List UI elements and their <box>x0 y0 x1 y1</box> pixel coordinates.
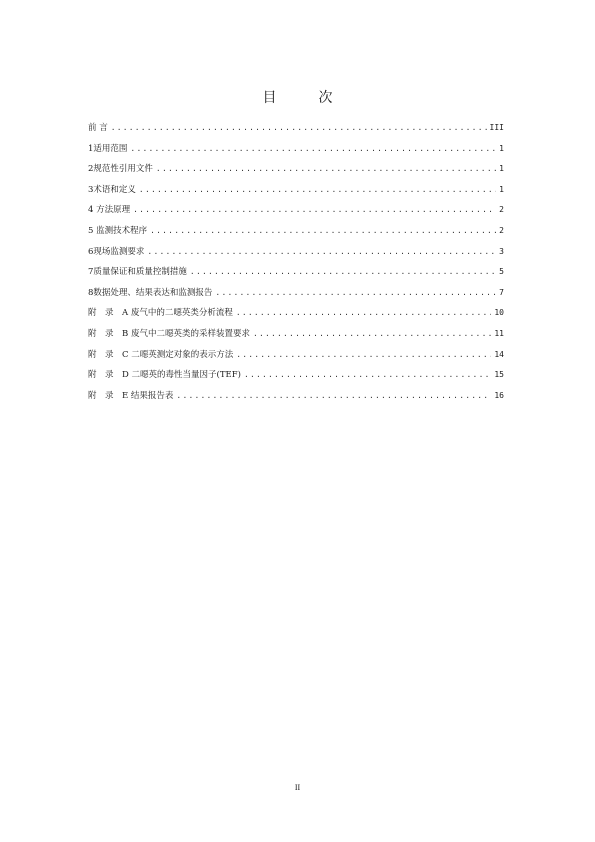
toc-entry-label: 5 监测技术程序 <box>88 225 148 236</box>
toc-entry-method-principle[interactable] <box>88 200 504 221</box>
toc-dot-leader <box>133 200 496 221</box>
toc-entry-page: 1 <box>499 184 504 194</box>
toc-entry-label: 2规范性引用文件 <box>88 164 153 175</box>
toc-entry-monitoring-procedure[interactable] <box>88 221 504 242</box>
toc-entry-page: III <box>489 123 504 132</box>
toc-entry-quality-assurance[interactable] <box>88 262 504 283</box>
toc-entry-appendix-c[interactable] <box>88 345 504 366</box>
toc-entry-label: 前 言 <box>88 123 108 133</box>
toc-dot-leader <box>139 180 496 201</box>
toc-entry-label: 附 录 A 废气中的二噁英类分析流程 <box>88 308 233 319</box>
toc-entry-page: 11 <box>494 328 504 338</box>
toc-entry-data-processing[interactable] <box>88 283 504 304</box>
toc-dot-leader <box>244 365 491 386</box>
toc-dot-leader <box>236 345 491 366</box>
toc-entry-page: 5 <box>499 267 504 277</box>
toc-entry-field-requirements[interactable] <box>88 242 504 263</box>
toc-entry-appendix-b[interactable] <box>88 324 504 345</box>
toc-entry-label: 附 录 B 废气中二噁英类的采样装置要求 <box>88 328 250 339</box>
toc-entry-scope[interactable] <box>88 139 504 160</box>
toc-entry-label: 4 方法原理 <box>88 205 131 216</box>
toc-entry-page: 1 <box>499 143 504 153</box>
toc-entry-appendix-e[interactable] <box>88 386 504 407</box>
toc-entry-appendix-a[interactable] <box>88 303 504 324</box>
toc-entry-label: 6现场监测要求 <box>88 246 145 257</box>
toc-dot-leader <box>111 118 487 139</box>
toc-entry-label: 附 录 C 二噁英测定对象的表示方法 <box>88 349 234 360</box>
page-title: 目 次 <box>262 90 347 107</box>
toc-entry-page: 15 <box>494 370 504 380</box>
toc-dot-leader <box>236 303 492 324</box>
toc-entry-page: 1 <box>499 164 504 174</box>
toc-entry-page: 3 <box>499 246 504 256</box>
toc-entry-page: 14 <box>494 349 504 359</box>
toc-entry-label: 附 录 D 二噁英的毒性当量因子(TEF) <box>88 370 241 381</box>
toc-dot-leader <box>150 221 496 242</box>
toc-entry-label: 3术语和定义 <box>88 184 136 195</box>
toc-dot-leader <box>130 139 496 160</box>
toc-dot-leader <box>190 262 496 283</box>
toc-entry-label: 7质量保证和质量控制措施 <box>88 267 187 278</box>
toc-entry-appendix-d[interactable] <box>88 365 504 386</box>
toc-entry-foreword[interactable] <box>88 118 504 139</box>
toc-entry-page: 2 <box>499 225 504 235</box>
toc-entry-page: 10 <box>494 308 504 318</box>
page-number: II <box>294 783 301 792</box>
toc-entry-page: 2 <box>499 205 504 215</box>
toc-entry-label: 8数据处理、结果表达和监测报告 <box>88 287 213 298</box>
toc-entry-terms-definitions[interactable] <box>88 180 504 201</box>
toc-entry-page: 16 <box>494 390 504 400</box>
toc-entry-normative-references[interactable] <box>88 159 504 180</box>
toc-entry-page: 7 <box>499 287 504 297</box>
toc-dot-leader <box>253 324 491 345</box>
toc-dot-leader <box>176 386 491 407</box>
toc-entry-label: 附 录 E 结果报告表 <box>88 390 174 401</box>
toc-dot-leader <box>156 159 496 180</box>
toc-entry-label: 1适用范围 <box>88 143 128 154</box>
toc-dot-leader <box>215 283 496 304</box>
toc-dot-leader <box>147 242 496 263</box>
table-of-contents <box>88 118 504 406</box>
